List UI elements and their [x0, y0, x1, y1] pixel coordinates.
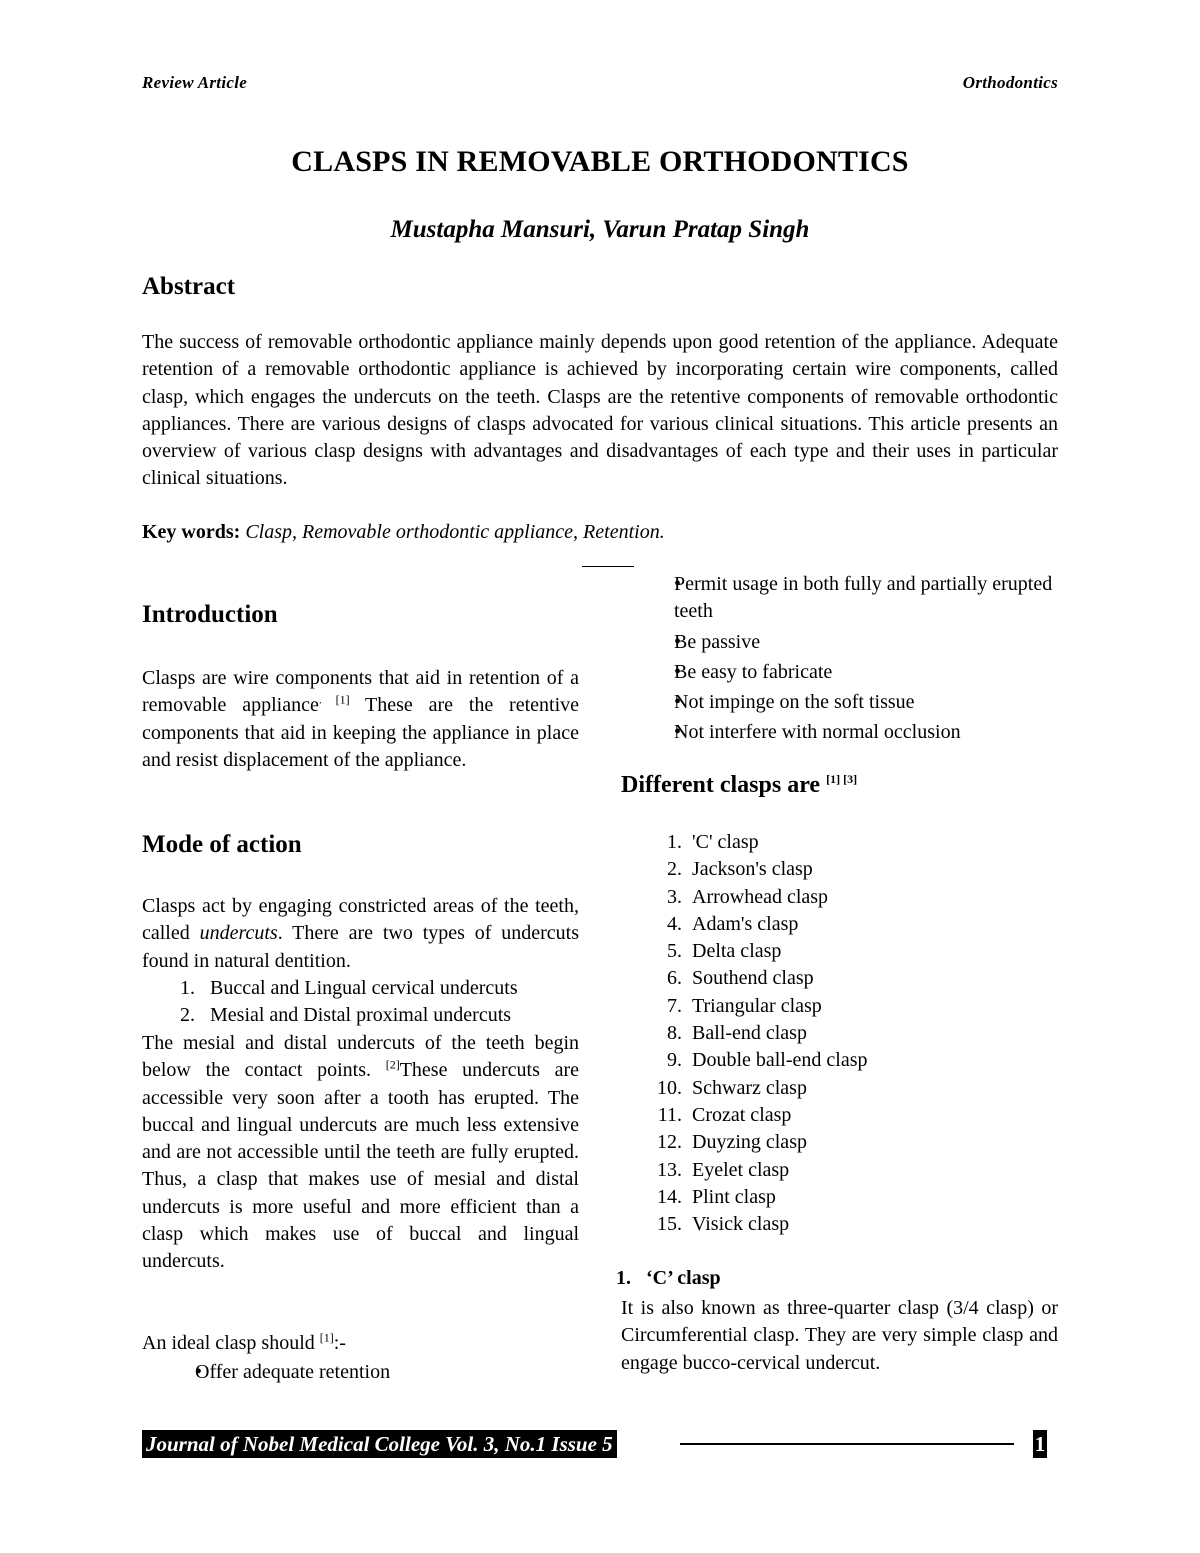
list-item-number: 15.	[657, 1213, 682, 1236]
list-item-text: Triangular clasp	[692, 994, 822, 1017]
ideal-clasp-list-continued	[638, 571, 1058, 747]
introduction-text-b: These are the retentive components that aid in keeping the appliance in place and resist displacement of the appliance.	[142, 694, 580, 771]
list-item	[160, 1359, 580, 1386]
list-item-text: Offer adequate retention	[195, 1361, 391, 1383]
list-item	[638, 689, 1058, 716]
list-item	[657, 1157, 1060, 1184]
different-clasps-ref: [1] [3]	[826, 772, 858, 786]
list-item-text: Double ball-end clasp	[692, 1049, 868, 1072]
clasp-types-list	[657, 829, 1060, 1238]
c-clasp-text: It is also known as three-quarter clasp (3/4 clasp) or Circumferential clasp. They are very simple clasp and engage bucco-cervical undercut.	[621, 1297, 1058, 1374]
list-item	[660, 884, 1060, 911]
abstract-heading: Abstract	[142, 273, 236, 300]
list-item-text: Not impinge on the soft tissue	[674, 691, 915, 714]
ideal-clasp-list-start	[160, 1359, 580, 1386]
footer-rule	[680, 1443, 1014, 1445]
list-item	[660, 1020, 1060, 1047]
list-item	[660, 993, 1060, 1020]
ideal-clasp-ref: [1]	[319, 1330, 334, 1345]
list-item	[657, 1129, 1060, 1156]
list-item-number: 1.	[667, 831, 682, 853]
list-item-text: Permit usage in both fully and partially erupted teeth	[674, 573, 1053, 623]
journal-footer: Journal of Nobel Medical College Vol. 3, No.1 Issue 5	[142, 1430, 617, 1458]
c-clasp-heading: 1. ‘C’ clasp	[616, 1267, 721, 1289]
list-item-number: 14.	[657, 1185, 682, 1208]
page-number: 1	[1034, 1432, 1046, 1456]
different-clasps-heading-text: Different clasps are	[621, 772, 827, 798]
different-clasps-heading	[621, 772, 857, 799]
list-item-number: 10.	[657, 1076, 682, 1099]
list-item	[638, 629, 1058, 656]
running-header-section: Orthodontics	[962, 73, 1058, 92]
list-item-text: 'C' clasp	[692, 831, 759, 853]
list-item-number: 4.	[667, 912, 682, 935]
list-item-number: 12.	[657, 1131, 682, 1154]
ideal-clasp-intro-a: An ideal clasp should	[142, 1332, 320, 1354]
list-item	[180, 975, 580, 1002]
list-item	[638, 571, 1058, 626]
undercuts-term: undercuts	[199, 922, 278, 945]
keywords-value: Clasp, Removable orthodontic appliance, Retention.	[245, 521, 665, 543]
list-item	[657, 1102, 1060, 1129]
list-item-text: Delta clasp	[692, 940, 782, 963]
keywords-label: Key words:	[142, 521, 241, 543]
introduction-text	[142, 665, 579, 774]
introduction-heading: Introduction	[142, 601, 278, 628]
mode-of-action-p1-b: . There are two types of undercuts found in natural dentition.	[142, 922, 579, 972]
ideal-clasp-intro-b: :-	[333, 1332, 346, 1354]
list-item	[660, 1047, 1060, 1074]
mode-of-action-p2-ref: [2]	[385, 1057, 400, 1072]
list-item	[638, 659, 1058, 686]
section-separator	[582, 566, 634, 567]
list-item-text: Not interfere with normal occlusion	[674, 721, 961, 744]
list-item-text: Visick clasp	[692, 1213, 790, 1236]
list-item-text: Southend clasp	[692, 967, 814, 990]
list-item-number: 13.	[657, 1158, 682, 1181]
list-item-number: 2.	[180, 1004, 195, 1027]
list-item-number: 11.	[657, 1103, 682, 1126]
ideal-clasp-intro	[142, 1330, 579, 1357]
authors: Mustapha Mansuri, Varun Pratap Singh	[390, 216, 810, 243]
list-item-number: 9.	[667, 1049, 682, 1072]
list-item	[660, 965, 1060, 992]
list-item-text: Jackson's clasp	[692, 858, 813, 881]
mode-of-action-p1	[142, 893, 579, 975]
list-item-number: 8.	[667, 1022, 682, 1045]
list-item-text: Schwarz clasp	[692, 1076, 807, 1099]
list-item	[657, 1075, 1060, 1102]
list-item-text: Be easy to fabricate	[674, 660, 833, 683]
paper-title: CLASPS IN REMOVABLE ORTHODONTICS	[291, 145, 909, 178]
list-item-number: 3.	[667, 885, 682, 908]
mode-of-action-p2-b: These undercuts are accessible very soon after a tooth has erupted. The buccal and lingual undercuts are much less extensive and are not accessible until the teeth are fully erupted. Thus, a clasp that makes use of mesial and distal undercuts is more useful and more efficient than a clasp which makes use of buccal and lingual undercuts.	[142, 1059, 579, 1273]
introduction-text-a: Clasps are wire components that aid in retention of a removable appliance	[142, 667, 579, 717]
list-item-text: Duyzing clasp	[692, 1131, 807, 1154]
list-item-text: Ball-end clasp	[692, 1022, 807, 1045]
list-item-text: Be passive	[674, 630, 761, 653]
mode-of-action-heading: Mode of action	[142, 831, 302, 858]
introduction-ref: . [1]	[318, 692, 350, 707]
list-item-text: Plint clasp	[692, 1185, 776, 1208]
list-item-text: Mesial and Distal proximal undercuts	[210, 1004, 512, 1027]
list-item	[660, 911, 1060, 938]
list-item-number: 2.	[667, 858, 682, 881]
undercut-types-list	[180, 975, 580, 1030]
list-item-number: 5.	[667, 940, 682, 963]
mode-of-action-p1-a: Clasps act by engaging constricted areas of the teeth, called	[142, 895, 579, 945]
list-item-text: Crozat clasp	[692, 1103, 792, 1126]
list-item-number: 7.	[667, 994, 682, 1017]
list-item-number: 6.	[667, 967, 682, 990]
list-item	[660, 829, 1060, 856]
running-header-article-type: Review Article	[142, 73, 248, 92]
list-item	[638, 719, 1058, 746]
list-item	[657, 1184, 1060, 1211]
mode-of-action-p2	[142, 1030, 579, 1276]
list-item	[657, 1211, 1060, 1238]
list-item-text: Buccal and Lingual cervical undercuts	[210, 977, 518, 999]
mode-of-action-p2-a: The mesial and distal undercuts of the teeth begin below the contact points.	[142, 1032, 579, 1082]
list-item-number: 1.	[180, 977, 195, 999]
keywords	[142, 521, 665, 544]
list-item-text: Eyelet clasp	[692, 1158, 790, 1181]
list-item	[660, 856, 1060, 883]
abstract-text: The success of removable orthodontic appliance mainly depends upon good retention of the appliance. Adequate retention of a removable orthodontic appliance is achieved by incorporating certain wire components, called clasp, which engages the undercuts on the teeth. Clasps are the retentive components of removable orthodontic appliances. There are various designs of clasps advocated for various clinical situations. This article presents an overview of various clasp designs with advantages and disadvantages of each type and their uses in particular clinical situations.	[142, 331, 1058, 490]
list-item	[660, 938, 1060, 965]
list-item	[180, 1002, 580, 1029]
list-item-text: Arrowhead clasp	[692, 885, 829, 908]
list-item-text: Adam's clasp	[692, 912, 799, 935]
